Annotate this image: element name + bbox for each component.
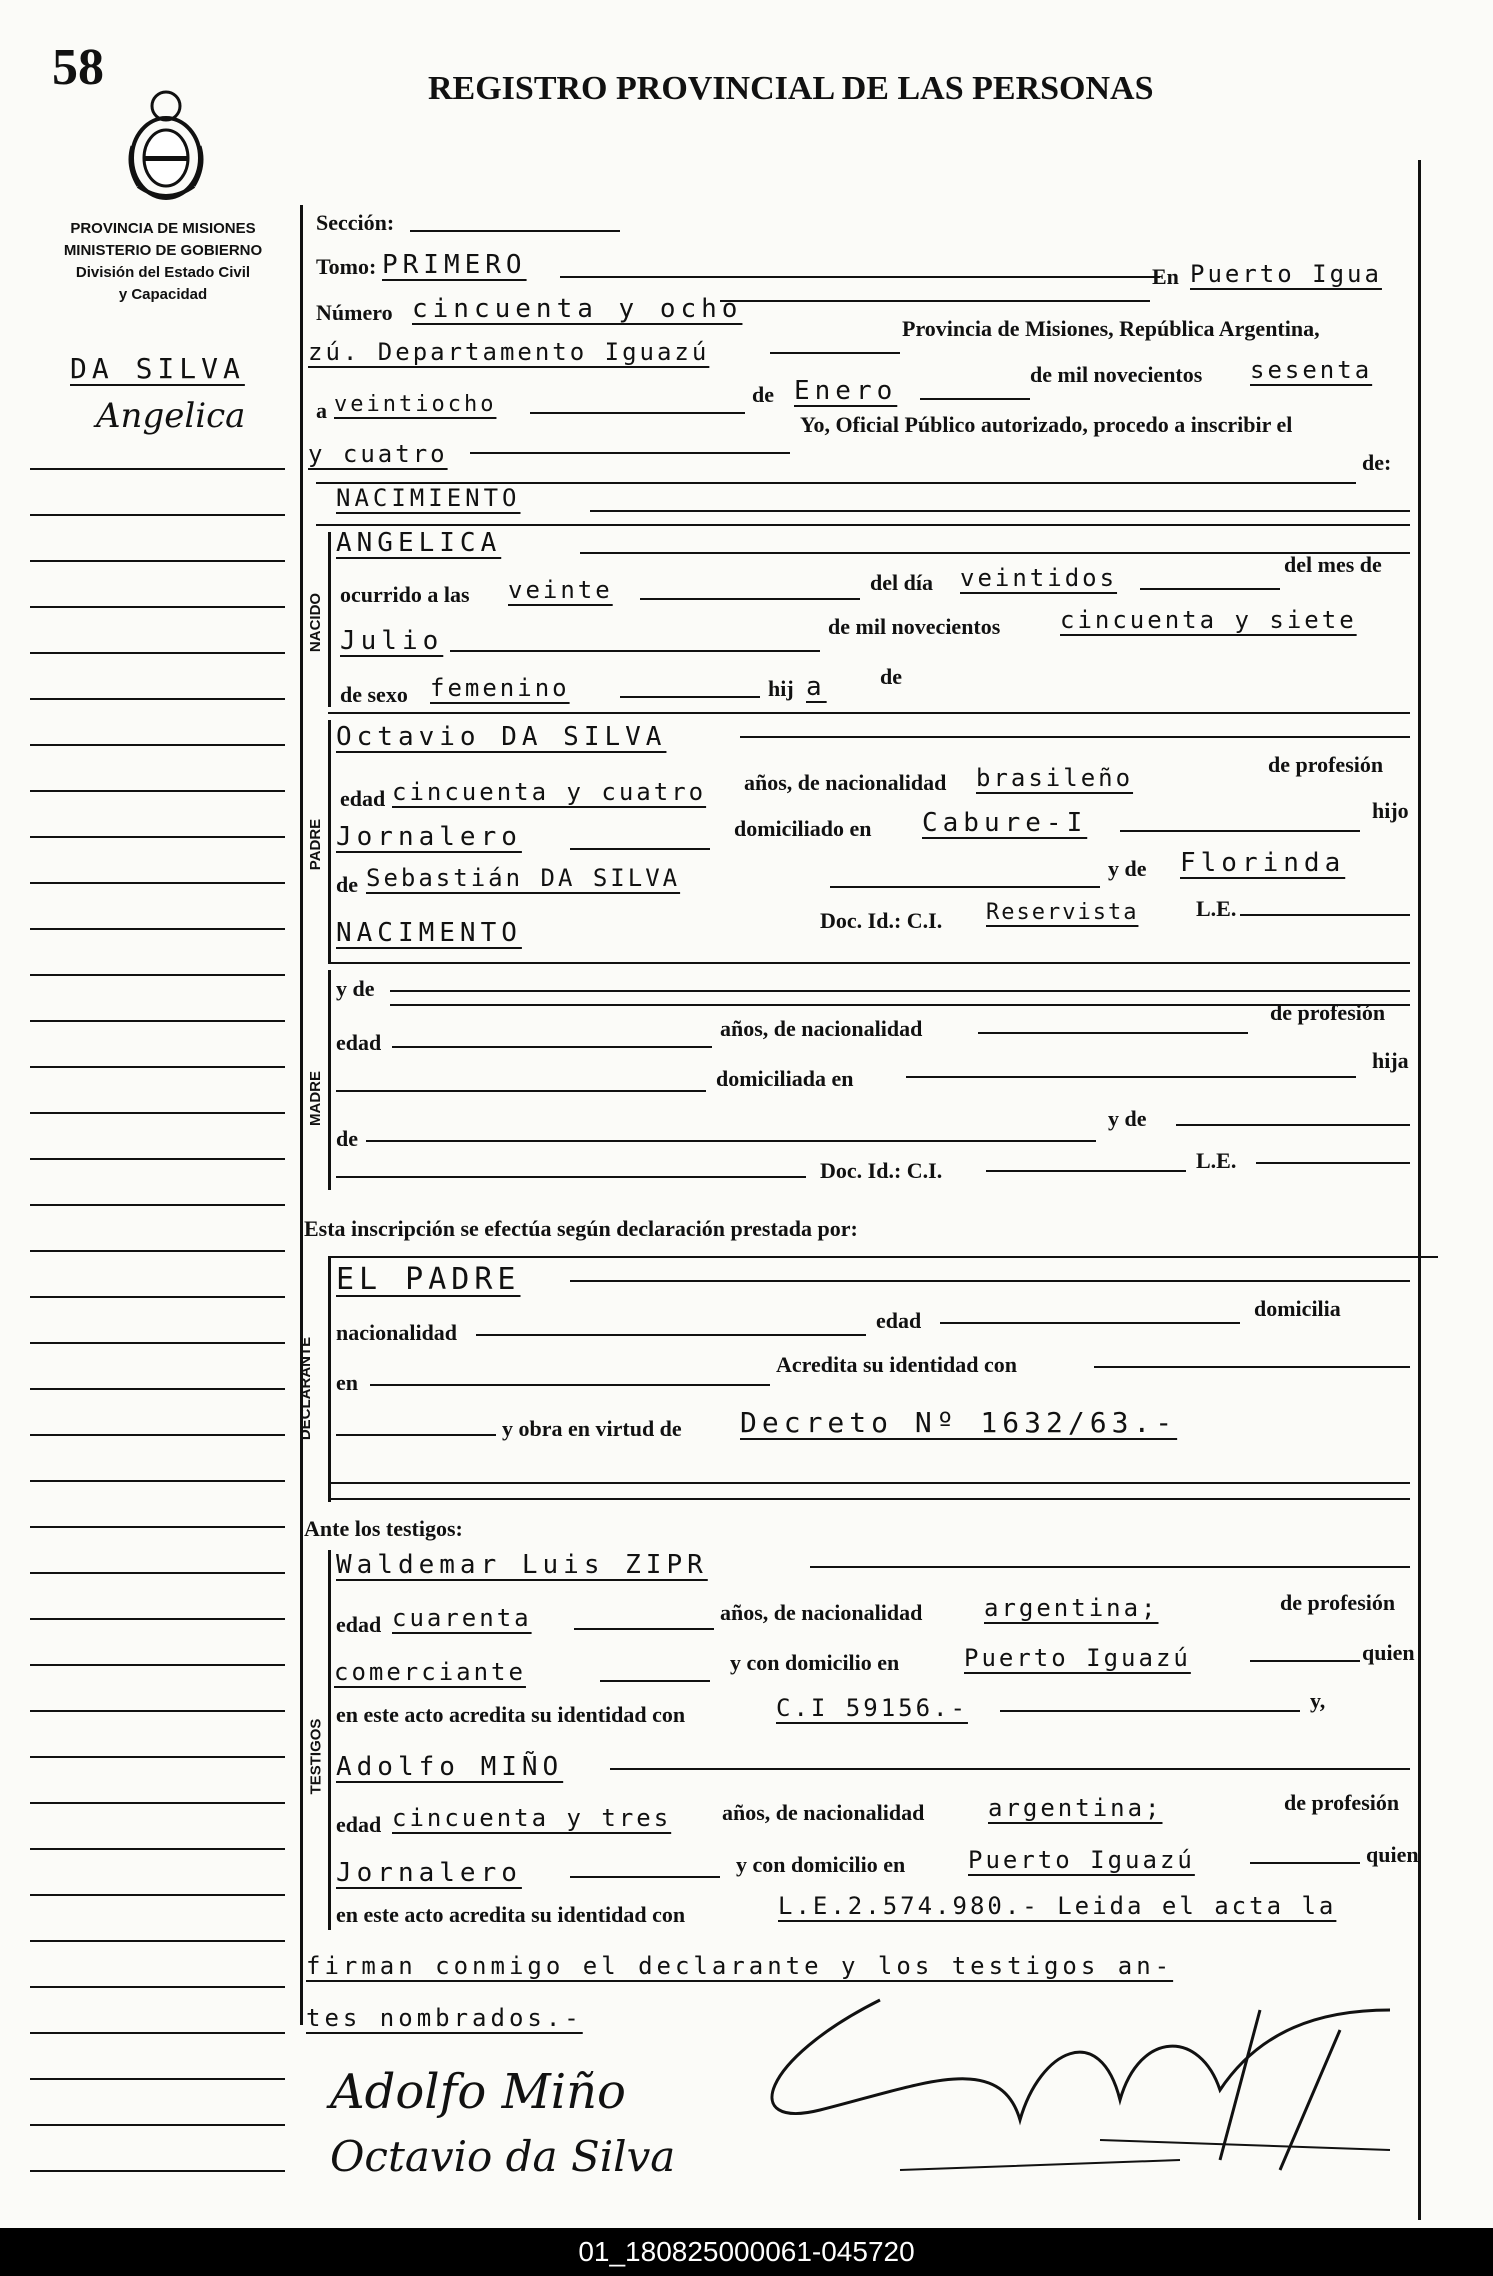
numero-label: Número	[316, 300, 393, 325]
nacido-de-label: de	[880, 664, 902, 689]
t2-quien-label: quien	[1366, 1842, 1419, 1867]
padre-profesion-label: de profesión	[1268, 752, 1384, 777]
mes-nac-value: Julio	[340, 626, 444, 656]
provincia-text: Provincia de Misiones, República Argentina,	[902, 316, 1320, 341]
padre-le-label: L.E.	[1196, 896, 1237, 921]
margin-surname: DA SILVA	[70, 352, 245, 385]
padre-domiciliado-label: domiciliado en	[734, 816, 872, 841]
padre-madre-value-continued: NACIMENTO	[336, 918, 522, 948]
declarante-domicilia-label: domicilia	[1254, 1296, 1341, 1321]
madre-y-de-line	[390, 990, 1410, 992]
a-label: a	[316, 398, 327, 423]
t1-acto-label: en este acto acredita su identidad con	[336, 1702, 686, 1727]
declaracion-intro: Esta inscripción se efectúa según declaración prestada por:	[304, 1216, 858, 1241]
declarante-obra-label: y obra en virtud de	[502, 1416, 682, 1441]
t1-anios-label: años, de nacionalidad	[720, 1600, 923, 1625]
en-value-continued: zú. Departamento Iguazú	[308, 338, 710, 366]
signature-2: Octavio da Silva	[330, 2132, 676, 2181]
madre-le-label: L.E.	[1196, 1148, 1237, 1173]
madre-edad-label: edad	[336, 1030, 382, 1055]
t2-edad-value: cincuenta y tres	[392, 1804, 672, 1832]
issuer-province: PROVINCIA DE MISIONES	[70, 220, 256, 237]
padre-le-line	[1240, 914, 1410, 916]
hora-line	[640, 598, 860, 600]
seccion-label: Sección:	[316, 210, 395, 235]
t2-dom-value: Puerto Iguazú	[968, 1846, 1195, 1874]
sexo-line	[620, 696, 760, 698]
declarante-acredita-label: Acredita su identidad con	[776, 1352, 1018, 1377]
t2-nombre: Adolfo MIÑO	[336, 1752, 564, 1782]
testigos-section-label: TESTIGOS	[307, 1718, 325, 1795]
tomo-line	[560, 276, 1160, 278]
mes-nac-line	[450, 650, 820, 652]
ocurrido-label: ocurrido a las	[340, 582, 470, 607]
issuer-block	[28, 218, 298, 306]
anio-value: sesenta	[1250, 356, 1373, 384]
declarante-bottom-line-2	[328, 1498, 1410, 1500]
madre-y-de-line-2	[390, 1004, 1410, 1006]
t2-prof-line	[570, 1876, 720, 1878]
anio-line	[470, 452, 790, 454]
t1-edad-value: cuarenta	[392, 1604, 532, 1632]
frame-left-rule	[300, 205, 303, 2025]
madre-profesion-label: de profesión	[1270, 1000, 1386, 1025]
anio-value-continued: y cuatro	[308, 440, 448, 468]
dia-nac-line	[1140, 588, 1280, 590]
issuer-division: División del Estado Civil	[75, 264, 251, 281]
page-number: 58	[52, 39, 104, 96]
de-label: de	[752, 382, 774, 407]
footer-id: 01_180825000061-045720	[0, 2228, 1493, 2276]
madre-hija-label: hija	[1372, 1048, 1409, 1073]
t1-dom-label: y con domicilio en	[730, 1650, 900, 1675]
mil-text: de mil novecientos	[1030, 362, 1203, 387]
mes-value: Enero	[794, 376, 898, 406]
padre-nacionalidad-value: brasileño	[976, 764, 1134, 792]
yo-text: Yo, Oficial Público autorizado, procedo a inscribir el	[800, 412, 1293, 437]
padre-domicilio-value: Cabure-I	[922, 808, 1088, 838]
madre-le-line	[1256, 1162, 1410, 1164]
testigos-bracket	[328, 1550, 331, 1930]
t1-nac-value: argentina;	[984, 1594, 1159, 1622]
madre-domiciliada-label: domiciliada en	[716, 1066, 854, 1091]
padre-anios-label: años, de nacionalidad	[744, 770, 947, 795]
madre-y-de2-label: y de	[1108, 1106, 1147, 1131]
closing-line-1: firman conmigo el declarante y los testigos an-	[306, 1952, 1174, 1980]
issuer-ministry: MINISTERIO DE GOBIERNO	[63, 242, 263, 259]
numero-line	[720, 300, 1150, 302]
declarante-bracket	[328, 1256, 331, 1502]
t1-y-label: y,	[1310, 1688, 1326, 1713]
madre-anios-label: años, de nacionalidad	[720, 1016, 923, 1041]
en-value: Puerto Igua	[1190, 260, 1382, 288]
padre-padre-value: Sebastián DA SILVA	[366, 864, 681, 892]
madre-domicilio-line	[906, 1076, 1356, 1078]
padre-doc-label: Doc. Id.: C.I.	[820, 908, 943, 933]
padre-bottom-line	[328, 962, 1410, 964]
sexo-value: femenino	[430, 674, 570, 702]
t2-dom-line	[1250, 1862, 1360, 1864]
testigos-ante-label: Ante los testigos:	[304, 1516, 463, 1541]
madre-doc-label: Doc. Id.: C.I.	[820, 1158, 943, 1183]
numero-value: cincuenta y ocho	[412, 294, 743, 324]
t2-nac-value: argentina;	[988, 1794, 1163, 1822]
t1-prof-line	[600, 1680, 710, 1682]
padre-bracket	[328, 720, 331, 964]
mil-nac-label: de mil novecientos	[828, 614, 1001, 639]
padre-madre-value: Florinda	[1180, 848, 1346, 878]
t1-nombre: Waldemar Luis ZIPR	[336, 1550, 708, 1580]
padre-y-de-label: y de	[1108, 856, 1147, 881]
margin-given-name: Angelica	[96, 396, 246, 436]
t2-acto-label: en este acto acredita su identidad con	[336, 1902, 686, 1927]
issuer-capacity: y Capacidad	[118, 286, 208, 303]
nacido-bottom-line	[328, 712, 1410, 714]
t1-prof-label: de profesión	[1280, 1590, 1396, 1615]
mes-line	[920, 398, 1030, 400]
sexo-label: de sexo	[340, 682, 408, 707]
madre-y-de-label: y de	[336, 976, 375, 1001]
declarante-nombre-line	[570, 1280, 1410, 1282]
declarante-nombre: EL PADRE	[336, 1262, 521, 1297]
tomo-label: Tomo:	[316, 254, 377, 279]
declarante-section-label: DECLARANTE	[297, 1336, 315, 1441]
t1-edad-line	[574, 1628, 714, 1630]
tomo-value: PRIMERO	[382, 250, 527, 280]
padre-nombre: Octavio DA SILVA	[336, 722, 667, 752]
padre-edad-label: edad	[340, 786, 386, 811]
declarante-obra-line-left	[336, 1434, 496, 1436]
t1-prof-value: comerciante	[334, 1658, 526, 1686]
padre-padre-line	[830, 886, 1100, 888]
declarante-en-label: en	[336, 1370, 358, 1395]
madre-doc-line	[986, 1170, 1186, 1172]
madre-de-line	[366, 1140, 1096, 1142]
de-colon: de:	[1362, 450, 1392, 475]
padre-domicilio-line	[1120, 830, 1360, 832]
page-title: REGISTRO PROVINCIAL DE LAS PERSONAS	[428, 70, 1154, 107]
madre-y-de2-line	[1176, 1124, 1410, 1126]
madre-de-label: de	[336, 1126, 358, 1151]
declarante-top-line	[328, 1256, 1438, 1258]
frame-right-rule	[1418, 160, 1421, 2220]
declarante-nacionalidad-label: nacionalidad	[336, 1320, 458, 1345]
madre-nacionalidad-line	[978, 1032, 1248, 1034]
padre-de-label: de	[336, 872, 358, 897]
t1-quien-label: quien	[1362, 1640, 1415, 1665]
nacido-section-label: NACIDO	[307, 592, 325, 653]
hij-value: a	[806, 672, 827, 702]
t2-doc-value: L.E.2.574.980.- Leida el acta la	[778, 1892, 1337, 1920]
declarante-edad-line	[940, 1322, 1240, 1324]
padre-hijo-label: hijo	[1372, 798, 1409, 823]
hora-value: veinte	[508, 576, 613, 604]
padre-section-label: PADRE	[307, 818, 325, 871]
acto-line	[590, 510, 1410, 512]
madre-profesion-line	[336, 1090, 706, 1092]
dia-nac-value: veintidos	[960, 564, 1118, 592]
nacido-bracket	[328, 532, 331, 707]
t2-nombre-line	[610, 1768, 1410, 1770]
acto-line-2	[316, 524, 1410, 526]
t2-prof-value: Jornalero	[336, 1858, 522, 1888]
declarante-en-line	[370, 1384, 770, 1386]
t1-edad-label: edad	[336, 1612, 382, 1637]
closing-line-2: tes nombrados.-	[306, 2004, 583, 2032]
seccion-line	[410, 230, 620, 232]
coat-of-arms-icon	[118, 86, 214, 206]
t1-dom-value: Puerto Iguazú	[964, 1644, 1191, 1672]
declarante-acredita-line	[1094, 1366, 1410, 1368]
del-dia-label: del día	[870, 570, 933, 595]
nacido-nombre: ANGELICA	[336, 528, 502, 558]
t2-anios-label: años, de nacionalidad	[722, 1800, 925, 1825]
madre-bracket	[328, 970, 331, 1190]
t2-prof-label: de profesión	[1284, 1790, 1400, 1815]
en-label: En	[1152, 264, 1179, 289]
declarante-bottom-line	[328, 1482, 1410, 1484]
signature-1: Adolfo Miño	[330, 2064, 626, 2120]
t2-dom-label: y con domicilio en	[736, 1852, 906, 1877]
t1-nombre-line	[810, 1566, 1410, 1568]
acto-value: NACIMIENTO	[336, 484, 521, 512]
declarante-edad-label: edad	[876, 1308, 922, 1333]
hij-label: hij	[768, 676, 794, 701]
anio-nac-value: cincuenta y siete	[1060, 606, 1357, 634]
madre-edad-line	[392, 1046, 712, 1048]
madre-doc-line-left	[336, 1176, 806, 1178]
t1-doc-line	[1000, 1710, 1300, 1712]
t1-dom-line	[1250, 1660, 1360, 1662]
del-mes-label: del mes de	[1284, 552, 1382, 577]
dia-value: veintiocho	[334, 392, 497, 417]
padre-edad-value: cincuenta y cuatro	[392, 778, 707, 806]
declarante-nacionalidad-line	[476, 1334, 866, 1336]
t2-edad-label: edad	[336, 1812, 382, 1837]
t1-doc-value: C.I 59156.-	[776, 1694, 968, 1722]
dia-line	[530, 412, 745, 414]
declarante-obra-value: Decreto Nº 1632/63.-	[740, 1406, 1178, 1439]
en-line	[770, 352, 900, 354]
padre-nombre-line	[740, 736, 1410, 738]
madre-section-label: MADRE	[307, 1071, 324, 1126]
padre-doc-value: Reservista	[986, 900, 1139, 925]
padre-profesion-line	[570, 848, 710, 850]
signature-scribble	[700, 1990, 1400, 2190]
padre-profesion-value: Jornalero	[336, 822, 522, 852]
